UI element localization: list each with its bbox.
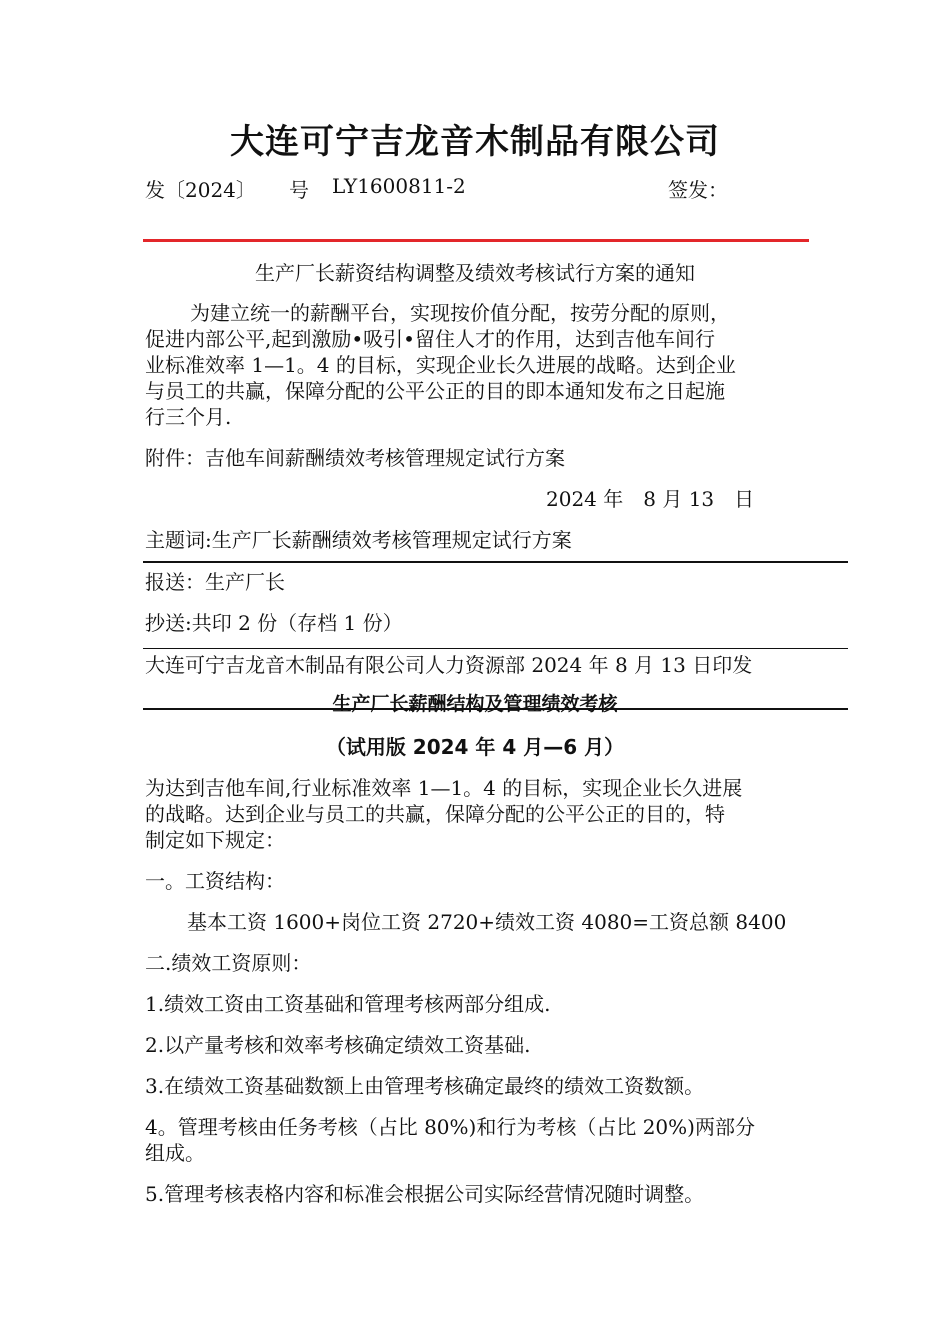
doc-hao: 号 [289, 178, 309, 202]
report-to-line: 报送：生产厂长 [145, 570, 285, 594]
notice-body-line: 业标准效率 1—1。4 的目标，实现企业长久进展的战略。达到企业 [145, 353, 736, 377]
rule-item: 2.以产量考核和效率考核确定绩效工资基础. [145, 1033, 531, 1057]
doc-prefix: 发〔2024〕 [145, 178, 256, 202]
intro-line: 为达到吉他车间,行业标准效率 1—1。4 的目标，实现企业长久进展 [145, 776, 743, 800]
copy-to-line: 抄送:共印 2 份（存档 1 份） [145, 611, 403, 635]
subject-line: 主题词:生产厂长薪酬绩效考核管理规定试行方案 [145, 528, 572, 552]
intro-line: 的战略。达到企业与员工的共赢，保障分配的公平公正的目的，特 [145, 802, 725, 826]
notice-body-line: 促进内部公平,起到激励•吸引•留住人才的作用，达到吉他车间行 [145, 327, 715, 351]
attachment-line: 附件：吉他车间薪酬绩效考核管理规定试行方案 [145, 446, 565, 470]
rule-item: 3.在绩效工资基础数额上由管理考核确定最终的绩效工资数额。 [145, 1074, 705, 1098]
sign-label: 签发： [668, 178, 728, 202]
notice-date: 2024 年 8 月 13 日 [546, 487, 755, 511]
section1-heading: 一。工资结构： [145, 869, 285, 893]
notice-body-line: 为建立统一的薪酬平台，实现按价值分配，按劳分配的原则， [190, 301, 730, 325]
notice-title: 生产厂长薪资结构调整及绩效考核试行方案的通知 [255, 261, 695, 285]
regulation-title: 生产厂长薪酬结构及管理绩效考核 [332, 693, 618, 715]
issuer-line: 大连可宁吉龙音木制品有限公司人力资源部 2024 年 8 月 13 日印发 [145, 653, 753, 677]
notice-body-line: 与员工的共赢，保障分配的公平公正的目的即本通知发布之日起施 [145, 379, 725, 403]
rule-item: 5.管理考核表格内容和标准会根据公司实际经营情况随时调整。 [145, 1182, 705, 1206]
salary-formula: 基本工资 1600+岗位工资 2720+绩效工资 4080=工资总额 8400 [187, 910, 787, 934]
company-title: 大连可宁吉龙音木制品有限公司 [230, 122, 720, 162]
divider [143, 561, 848, 563]
regulation-subtitle: （试用版 2024 年 4 月—6 月） [325, 735, 625, 759]
rule-item-continued: 组成。 [145, 1141, 205, 1165]
red-divider [143, 239, 809, 242]
notice-body-line: 行三个月. [145, 405, 232, 429]
intro-line: 制定如下规定： [145, 828, 285, 852]
doc-number: LY1600811-2 [332, 174, 466, 198]
section2-heading: 二.绩效工资原则： [145, 951, 312, 975]
rule-item: 4。管理考核由任务考核（占比 80%)和行为考核（占比 20%)两部分 [145, 1115, 755, 1139]
rule-item: 1.绩效工资由工资基础和管理考核两部分组成. [145, 992, 551, 1016]
